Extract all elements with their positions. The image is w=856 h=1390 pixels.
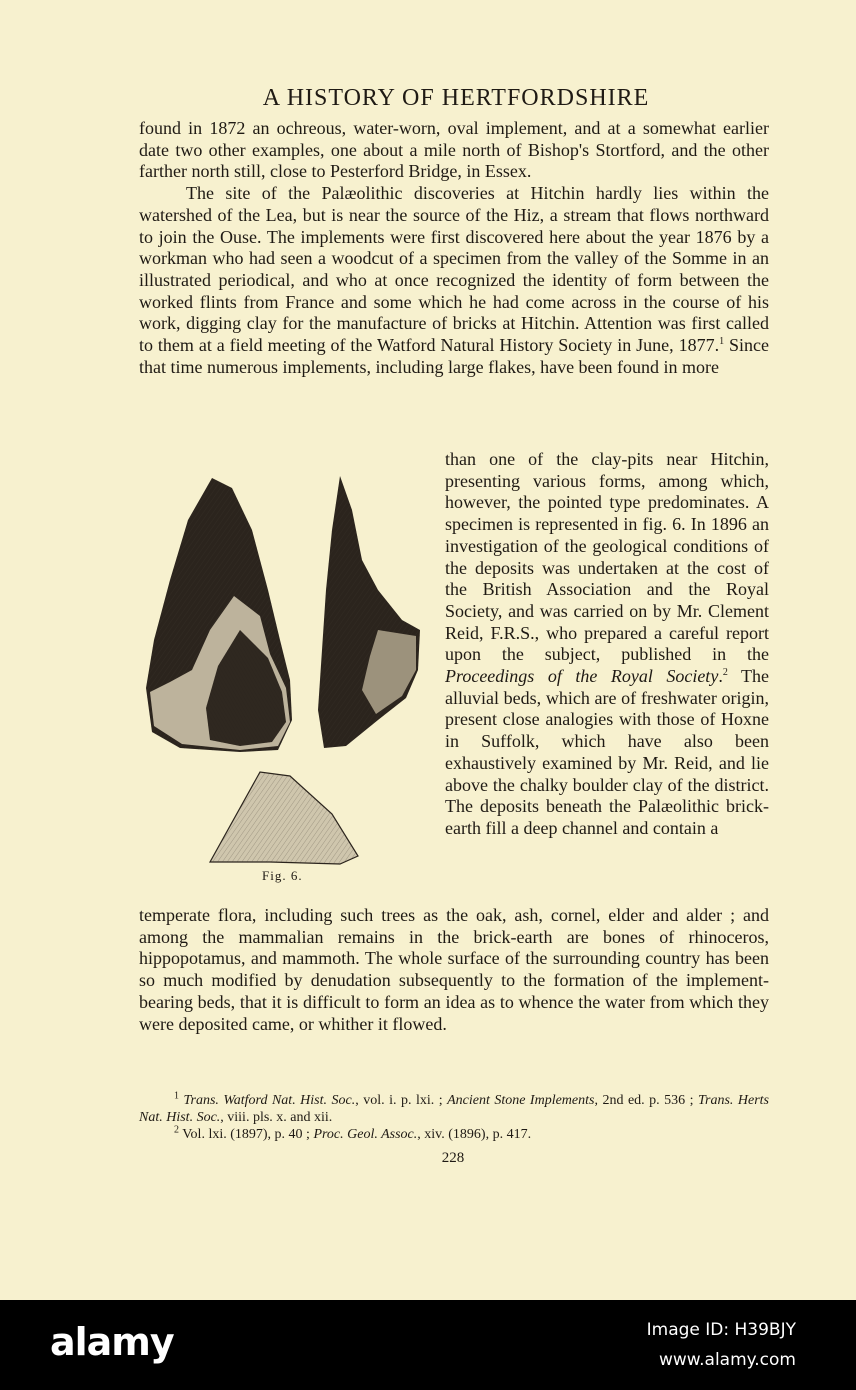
wrapped-text-a: than one of the clay-pits near Hitchin, presenting various forms, among which, however, the pointed type predominates. A specimen is represented in fig. 6. In 1896 an investigation of the geological conditions of the deposits was undertaken at the cost of the British Association and the Royal Society, and was carried on by Mr. Clement Reid, F.R.S., who prepared a careful report upon the subject, published in the (445, 449, 769, 665)
footnote-2-text-a: Vol. lxi. (1897), p. 40 ; (179, 1127, 314, 1142)
image-id: Image ID: H39BJY (646, 1320, 796, 1340)
flint-implement-figure (140, 470, 430, 890)
footnote-2-mark: 2 (174, 1124, 179, 1136)
footnote-1-text-f: , viii. pls. x. and xii. (220, 1110, 333, 1125)
running-header: A HISTORY OF HERTFORDSHIRE (262, 85, 650, 111)
footnote-ref-2: 2 (722, 667, 728, 679)
wrapped-text-column: than one of the clay-pits near Hitchin, presenting various forms, among which, however, the pointed type predominates. A specimen is represented in fig. 6. In 1896 an investigation of the geological conditions of the deposits was undertaken at the cost of the British Association and the Royal Society, and was carried on by Mr. Clement Reid, F.R.S., who prepared a careful report upon the subject, published in the Proceedings of the Royal Society.$^2$ The alluvial beds, which are of freshwater origin, present close analogies with those of Hoxne in Suffolk, which have also been exhaustively examined by Mr. Reid, and lie above the chalky boulder clay of the district. The deposits beneath the Palæolithic brick-earth fill a deep channel and contain a (445, 449, 769, 838)
body-text-bottom (139, 905, 769, 1035)
page-number: 228 (441, 1150, 465, 1166)
paragraph-3: temperate flora, including such trees as the oak, ash, cornel, elder and alder ; and among the mammalian remains in the brick-earth are bones of rhinoceros, hippopotamus, and mammoth. The whole surface of the surrounding country has been so much modified by denudation subsequently to the formation of the implement-bearing beds, that it is difficult to form an idea as to whence the water from which they were deposited came, or whither it flowed. (139, 905, 769, 1034)
paragraph-2-tail: Since that time numerous implements, including large flakes, have been found in more (139, 335, 769, 377)
wrapped-text-b: The alluvial beds, which are of freshwater origin, present close analogies with those of Hoxne in Suffolk, which have also been exhaustively examined by Mr. Reid, and lie above the chalky boulder clay of the district. The deposits beneath the Palæolithic brick-earth fill a deep channel and contain a (445, 666, 769, 838)
footnotes (139, 1092, 769, 1143)
footnote-ref-1: 1 (719, 336, 725, 348)
watermark-bar (0, 1300, 856, 1390)
proceedings-title: Proceedings of the Royal Society (445, 666, 719, 687)
paragraph-2-text: The site of the Palæolithic discoveries at Hitchin hardly lies within the watershed of the Lea, but is near the source of the Hiz, a stream that flows northward to join the Ouse. The implements were first discovered here about the year 1876 by a workman who had seen a woodcut of a specimen from the valley of the Somme in an illustrated periodical, and who at once recognized the identity of form between the worked flints from France and some which he had come across in the course of his work, digging clay for the manufacture of bricks at Hitchin. Attention was first called to them at a field meeting of the Watford Natural History Society in June, 1877. (139, 183, 769, 356)
footnote-1-mark: 1 (174, 1090, 179, 1102)
footnote-1-ref-e: Trans. Herts Nat. Hist. Soc. (139, 1093, 770, 1125)
footnote-1 (139, 1092, 769, 1126)
body-text-top (139, 118, 769, 378)
footnote-1-ref-a: Trans. Watford Nat. Hist. Soc. (183, 1093, 356, 1108)
site-url: www.alamy.com (658, 1350, 796, 1370)
footnote-1-text-b: , vol. i. p. lxi. ; (355, 1093, 448, 1108)
footnote-2-ref-b: Proc. Geol. Assoc. (313, 1127, 418, 1142)
flint-front-view (146, 478, 292, 752)
footnote-1-ref-c: Ancient Stone Implements (447, 1093, 595, 1108)
footnote-1-text-d: , 2nd ed. p. 536 ; (594, 1093, 698, 1108)
footnote-2-text-c: , xiv. (1896), p. 417. (417, 1127, 532, 1142)
flint-side-view (318, 476, 420, 748)
paragraph-1: found in 1872 an ochreous, water-worn, oval implement, and at a somewhat earlier date two other examples, one about a mile north of Bishop's Stortford, and the other farther north still, close to Pesterford Bridge, in Essex. (139, 118, 769, 182)
flint-cross-section (210, 772, 358, 864)
brand-logo: alamy (50, 1320, 174, 1364)
paragraph-2 (139, 183, 769, 378)
footnote-2 (139, 1126, 769, 1143)
figure-caption: Fig. 6. (262, 868, 303, 883)
